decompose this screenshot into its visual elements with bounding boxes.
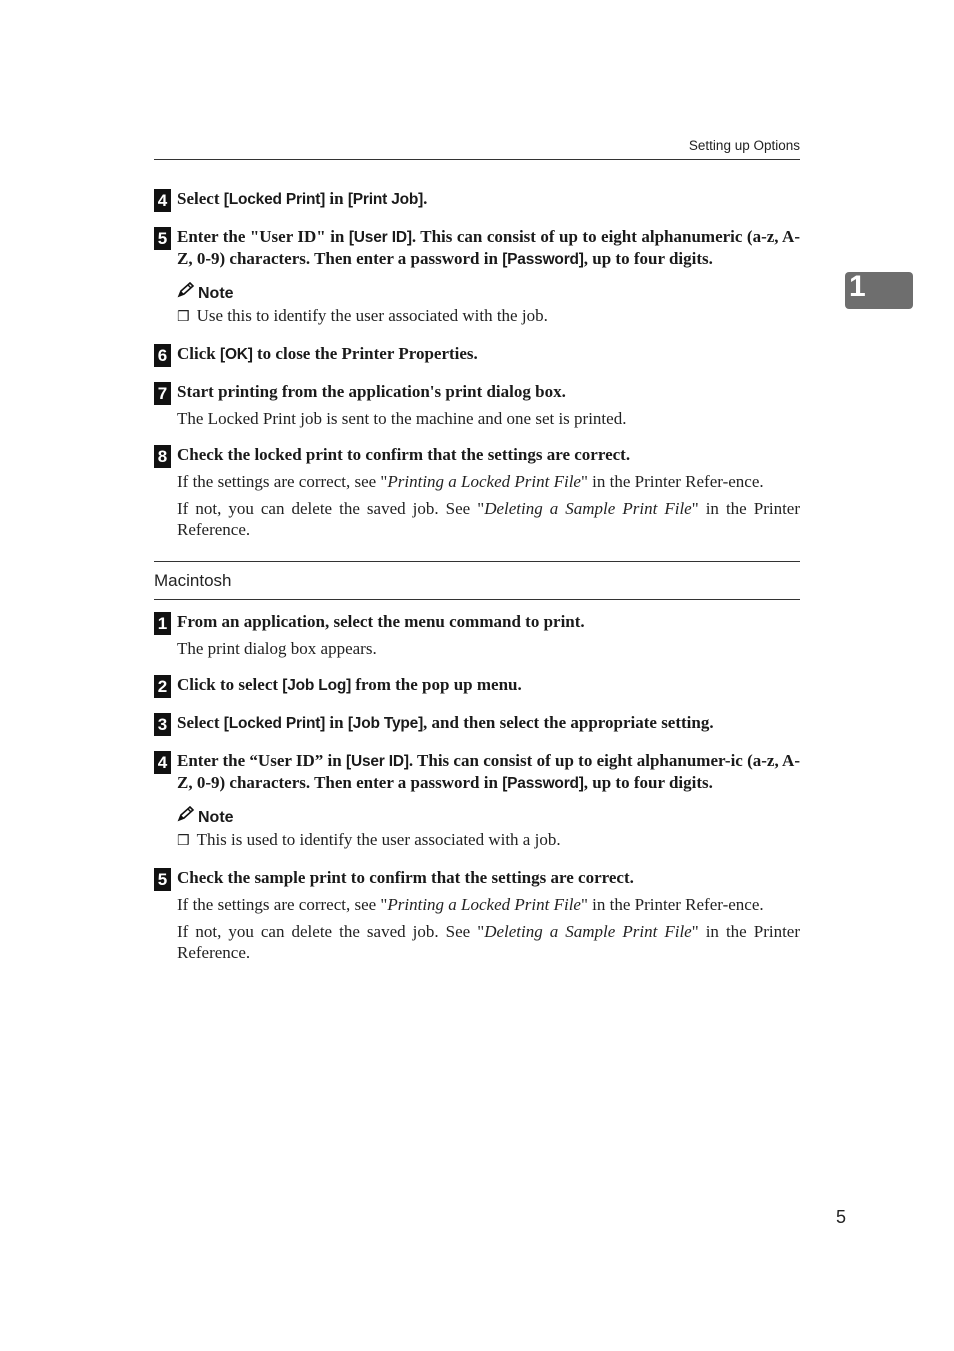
step-title: Select [Locked Print] in [Job Type], and then select the appropriate setting. xyxy=(177,713,714,732)
step-title: Enter the "User ID" in [User ID]. This can consist of up to eight alphanumeric (a-z, A-Z, 0-9) characters. Then enter a password in [Password], up to four digits. xyxy=(177,227,800,268)
step-7 xyxy=(154,381,800,429)
note-title: Note xyxy=(177,282,800,305)
note-item: ❒ Use this to identify the user associated with the job. xyxy=(177,306,548,325)
step-body: The print dialog box appears. xyxy=(177,639,377,658)
mac-step-4 xyxy=(154,750,800,794)
section-title: Macintosh xyxy=(154,571,232,590)
step-title: Start printing from the application's print dialog box. xyxy=(177,382,566,401)
note xyxy=(154,282,800,328)
step-number: 6 xyxy=(154,344,171,367)
step-5 xyxy=(154,226,800,270)
step-8 xyxy=(154,444,800,540)
step-title: Enter the “User ID” in [User ID]. This can consist of up to eight alphanumer-ic (a-z, A-Z, 0-9) characters. Then enter a password in [Password], up to four digits. xyxy=(177,751,800,792)
mac-step-3 xyxy=(154,712,800,734)
step-title: Click to select [Job Log] from the pop up menu. xyxy=(177,675,522,694)
note xyxy=(154,806,800,852)
step-body: The Locked Print job is sent to the machine and one set is printed. xyxy=(177,409,627,428)
step-title: Check the locked print to confirm that the settings are correct. xyxy=(177,445,631,464)
step-number: 5 xyxy=(154,868,171,891)
step-number: 3 xyxy=(154,713,171,736)
running-header: Setting up Options xyxy=(688,138,800,153)
step-body: If the settings are correct, see "Printing a Locked Print File" in the Printer Refer-ence. xyxy=(177,472,764,491)
note-title: Note xyxy=(177,806,800,829)
step-number: 4 xyxy=(154,751,171,774)
step-title: Select [Locked Print] in [Print Job]. xyxy=(177,189,428,208)
step-title: From an application, select the menu command to print. xyxy=(177,612,585,631)
step-6 xyxy=(154,343,800,365)
note-item: ❒ This is used to identify the user associated with a job. xyxy=(177,830,561,849)
step-title: Check the sample print to confirm that the settings are correct. xyxy=(177,868,634,887)
mac-step-1 xyxy=(154,611,800,659)
page-content xyxy=(154,188,800,963)
chapter-tab xyxy=(845,272,913,309)
checkbox-bullet-icon: ❒ xyxy=(177,309,190,325)
step-title: Click [OK] to close the Printer Properties. xyxy=(177,344,478,363)
mac-step-5 xyxy=(154,867,800,963)
step-body: If the settings are correct, see "Printing a Locked Print File" in the Printer Refer-ence. xyxy=(177,895,764,914)
checkbox-bullet-icon: ❒ xyxy=(177,833,190,849)
page-number: 5 xyxy=(835,1207,846,1227)
step-number: 5 xyxy=(154,227,171,250)
header-rule xyxy=(154,159,800,160)
step-body: If not, you can delete the saved job. See "Deleting a Sample Print File" in the Printer Reference. xyxy=(177,499,801,539)
step-body: If not, you can delete the saved job. See "Deleting a Sample Print File" in the Printer Reference. xyxy=(177,922,801,962)
pencil-icon xyxy=(177,282,195,305)
step-number: 7 xyxy=(154,382,171,405)
chapter-number: 1 xyxy=(849,270,866,303)
step-number: 4 xyxy=(154,189,171,212)
pencil-icon xyxy=(177,806,195,829)
step-number: 2 xyxy=(154,675,171,698)
step-4 xyxy=(154,188,800,210)
step-number: 8 xyxy=(154,445,171,468)
mac-step-2 xyxy=(154,674,800,696)
step-number: 1 xyxy=(154,612,171,635)
